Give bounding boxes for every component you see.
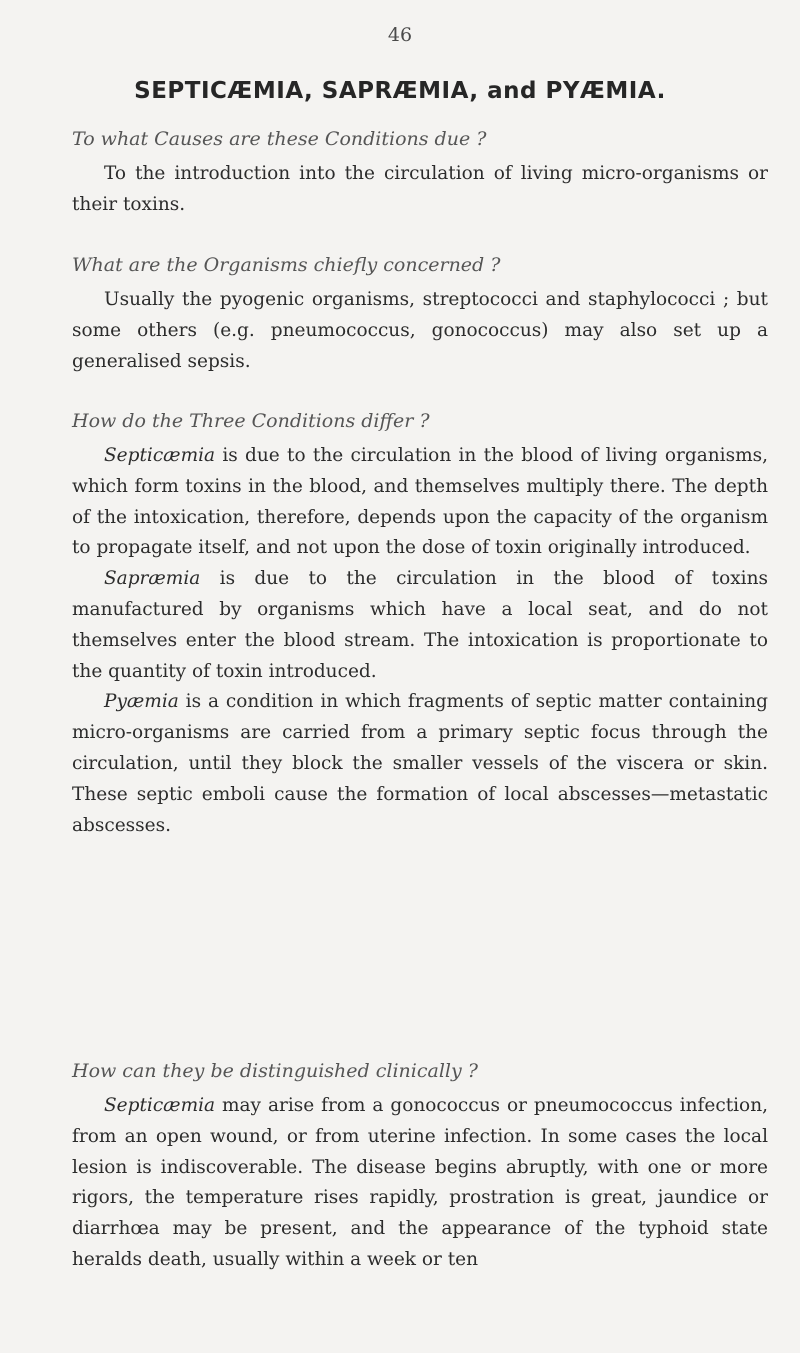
paragraph-septicaemia-clinical: Septicæmia may arise from a gonococcus or pneumococcus infection, from an open wound, or from uterine infection. In some cases the local lesion is indiscoverable. The disease begins abruptly, with one or more rigors, the temperature rises rapidly, prostration is great, jaundice or diarrhœa may be present, and the appearance of the typhoid state heralds death, usually within a week or ten — [72, 1095, 768, 1270]
paragraph-sapraemia: Sapræmia is due to the circulation in the blood of toxins manufactured by organisms which have a local seat, and do not themselves enter the blood stream. The intoxication is proportionate to the quantity of toxin introduced. — [72, 568, 768, 682]
paragraph-septicaemia: Septicæmia is due to the circulation in the blood of living organisms, which form toxins in the blood, and themselves multiply there. The depth of the intoxication, therefore, depends upon the capacity of the organism to propagate itself, and not upon the dose of toxin originally introduced. — [72, 445, 768, 559]
answer-paragraph: To the introduction into the circulation of living micro-organisms or their toxins. — [72, 163, 768, 215]
section-differences — [72, 406, 768, 841]
page-number: 46 — [387, 24, 413, 46]
section-causes — [72, 124, 768, 221]
paragraph-pyaemia: Pyæmia is a condition in which fragments of septic matter containing micro-organisms are carried from a primary septic focus through the circulation, until they block the smaller vessels of the viscera or skin. These septic emboli cause the formation of local abscesses—metastatic abscesses. — [72, 691, 768, 836]
section-clinical — [72, 1056, 768, 1276]
question-heading: How do the Three Conditions differ ? — [72, 410, 430, 432]
answer-paragraph: Usually the pyogenic organisms, streptococci and staphylococci ; but some others (e.g. pneumococcus, gonococcus) may also set up a generalised sepsis. — [72, 289, 768, 372]
page-title: SEPTICÆMIA, SAPRÆMIA, and PYÆMIA. — [134, 78, 666, 104]
question-heading: What are the Organisms chiefly concerned ? — [72, 254, 501, 276]
section-organisms — [72, 250, 768, 377]
question-heading: To what Causes are these Conditions due ? — [72, 128, 487, 150]
question-heading: How can they be distinguished clinically ? — [72, 1060, 478, 1082]
